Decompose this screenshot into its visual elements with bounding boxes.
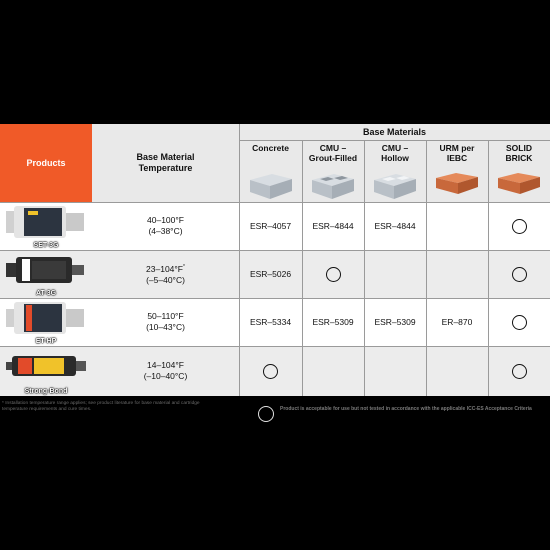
acceptable-circle-icon bbox=[512, 267, 527, 282]
temperature-cell bbox=[92, 346, 239, 396]
material-label-sub: Hollow bbox=[381, 153, 409, 163]
temp-c: (4–38°C) bbox=[148, 226, 183, 236]
product-cell bbox=[0, 346, 92, 396]
material-label: CMU – bbox=[319, 143, 347, 153]
cell-concrete: ESR–4057 bbox=[249, 221, 292, 231]
products-header: Products bbox=[0, 124, 92, 202]
cell-urm bbox=[426, 250, 488, 298]
cartridge-image bbox=[4, 253, 88, 287]
product-cell bbox=[0, 298, 92, 346]
material-header-concrete bbox=[239, 140, 302, 202]
cell-cmu-grout bbox=[302, 250, 364, 298]
material-label: CMU – bbox=[381, 143, 409, 153]
cell-cmu-grout bbox=[302, 346, 364, 396]
product-name: Strong-Bond bbox=[24, 388, 68, 395]
urm-brick-icon bbox=[434, 170, 480, 198]
footnote: * Installation temperature range applies; see product literature for base material and cartridge temperature requirements and cure times. bbox=[2, 401, 200, 412]
cell-cmu-grout: ESR–5309 bbox=[312, 317, 354, 327]
acceptable-circle-icon bbox=[512, 315, 527, 330]
table-row bbox=[0, 298, 550, 346]
material-header-solid-brick bbox=[488, 140, 550, 202]
cell-concrete: ESR–5334 bbox=[249, 317, 292, 327]
solid-brick-icon bbox=[496, 170, 542, 198]
cell-cmu-hollow bbox=[364, 250, 426, 298]
material-label: URM per bbox=[439, 143, 475, 153]
temp-f: 14–104°F bbox=[147, 360, 184, 370]
material-label-sub: IEBC bbox=[446, 153, 468, 163]
material-label-sub: Grout-Filled bbox=[308, 153, 358, 163]
material-label: SOLID bbox=[506, 143, 532, 153]
table-row bbox=[0, 250, 550, 298]
temp-footnote-mark: * bbox=[183, 264, 185, 271]
temp-c: (–10–40°C) bbox=[143, 371, 188, 381]
product-name: ET-HP bbox=[35, 338, 57, 345]
product-name: AT-3G bbox=[35, 290, 57, 297]
temperature-cell bbox=[92, 202, 239, 250]
base-materials-table bbox=[0, 124, 550, 396]
acceptable-circle-icon bbox=[512, 219, 527, 234]
cell-cmu-hollow: ESR–4844 bbox=[374, 221, 416, 231]
product-cell bbox=[0, 250, 92, 298]
cell-concrete: ESR–5026 bbox=[249, 269, 292, 279]
legend-circle-icon bbox=[258, 406, 274, 422]
cell-cmu-hollow: ESR–5309 bbox=[374, 317, 416, 327]
temp-c: (10–43°C) bbox=[146, 322, 185, 332]
cell-solid-brick bbox=[488, 202, 550, 250]
temp-c: (–5–40°C) bbox=[146, 274, 185, 285]
material-label: Concrete bbox=[252, 143, 289, 153]
temperature-cell bbox=[92, 250, 239, 298]
cell-urm bbox=[426, 346, 488, 396]
legend-text: Product is acceptable for use but not tested in accordance with the applicable ICC-ES Acceptance Criteria bbox=[280, 406, 532, 412]
cartridge-image bbox=[4, 203, 88, 241]
cell-solid-brick bbox=[488, 346, 550, 396]
table-row bbox=[0, 202, 550, 250]
acceptable-circle-icon bbox=[512, 364, 527, 379]
product-cell bbox=[0, 202, 92, 250]
cartridge-image bbox=[4, 350, 88, 382]
cell-cmu-hollow bbox=[364, 346, 426, 396]
table-row bbox=[0, 346, 550, 396]
cell-cmu-grout: ESR–4844 bbox=[312, 221, 354, 231]
material-header-cmu-hollow bbox=[364, 140, 426, 202]
temp-f: 23–104°F bbox=[146, 263, 183, 274]
temperature-header-line1: Base Material bbox=[136, 152, 195, 162]
cell-urm: ER–870 bbox=[441, 317, 473, 327]
cell-concrete bbox=[239, 346, 302, 396]
material-header-urm bbox=[426, 140, 488, 202]
temp-f: 50–110°F bbox=[147, 311, 184, 321]
acceptable-circle-icon bbox=[326, 267, 341, 282]
temperature-header bbox=[92, 124, 239, 202]
product-name: SET-3G bbox=[33, 242, 59, 249]
temp-f: 40–100°F bbox=[147, 215, 184, 225]
material-label-sub: BRICK bbox=[505, 153, 533, 163]
cell-urm bbox=[426, 202, 488, 250]
cell-solid-brick bbox=[488, 298, 550, 346]
cartridge-image bbox=[4, 299, 88, 337]
material-header-cmu-grout bbox=[302, 140, 364, 202]
cell-solid-brick bbox=[488, 250, 550, 298]
cmu-grout-filled-icon bbox=[308, 170, 358, 202]
concrete-block-icon bbox=[246, 170, 296, 202]
acceptable-circle-icon bbox=[263, 364, 278, 379]
legend bbox=[258, 404, 550, 426]
temperature-header-line2: Temperature bbox=[138, 163, 193, 173]
cmu-hollow-icon bbox=[370, 170, 420, 202]
base-materials-header: Base Materials bbox=[239, 124, 550, 140]
temperature-cell bbox=[92, 298, 239, 346]
